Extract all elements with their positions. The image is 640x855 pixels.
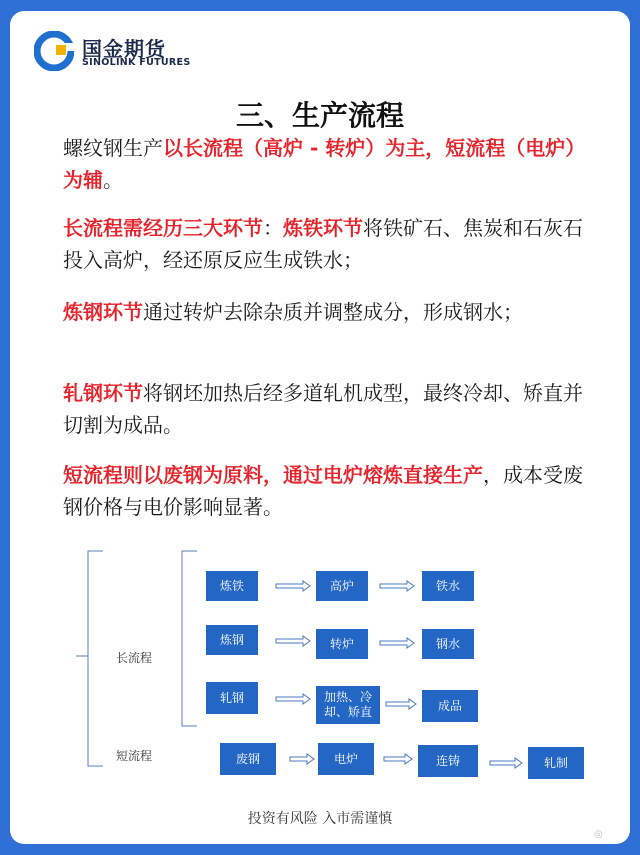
paragraph-rolling xyxy=(63,377,593,441)
long-process-bracket xyxy=(182,551,197,726)
box-heat-cool-straighten: 加热、冷却、矫直 xyxy=(316,686,380,724)
paragraph-text: 将铁矿石、焦炭和石灰石投入高炉，经还原反应生成铁水； xyxy=(63,216,583,272)
box-rolling-short: 轧制 xyxy=(528,747,584,779)
process-flow-diagram xyxy=(10,541,630,791)
box-rolling: 轧钢 xyxy=(206,682,258,714)
long-process-label: 长流程 xyxy=(116,651,153,665)
highlight-text: 以长流程（高炉 - 转炉）为主，短流程（电炉）为辅 xyxy=(63,136,586,192)
flow-arrow-icon xyxy=(290,754,314,764)
content-card xyxy=(10,11,630,844)
flow-arrow-icon xyxy=(490,758,522,768)
outer-bracket xyxy=(88,551,103,766)
paragraph-text: ： xyxy=(263,216,283,240)
paragraph-text: 将钢坯加热后经多道轧机成型，最终冷却、矫直并切割为成品。 xyxy=(63,381,583,437)
paragraph-text: 螺纹钢生产 xyxy=(63,136,163,160)
box-continuous-casting: 连铸 xyxy=(418,745,478,777)
paragraph-short-process xyxy=(63,459,593,523)
box-molten-iron: 铁水 xyxy=(422,571,474,601)
brand-name-en: SINOLINK FUTURES xyxy=(82,57,191,68)
highlight-text: 长流程需经历三大环节 xyxy=(63,216,263,240)
flow-arrow-icon xyxy=(276,694,310,704)
paragraph-long-process xyxy=(63,212,593,276)
flow-arrow-icon xyxy=(380,581,414,591)
flow-arrow-icon xyxy=(276,581,310,591)
flow-arrows xyxy=(276,581,522,768)
paragraph-text: 。 xyxy=(103,168,123,192)
flow-arrow-icon xyxy=(384,754,412,764)
brand-name-cn: 国金期货 xyxy=(82,37,166,61)
box-converter: 转炉 xyxy=(316,629,368,659)
flow-arrow-icon xyxy=(380,638,414,648)
paragraph-text: ，成本受废钢价格与电价影响显著。 xyxy=(63,463,583,519)
box-molten-steel: 钢水 xyxy=(422,629,474,659)
risk-disclaimer: 投资有风险 入市需谨慎 xyxy=(247,811,393,827)
short-process-label: 短流程 xyxy=(116,749,153,763)
box-electric-furnace: 电炉 xyxy=(318,743,374,775)
box-blast-furnace: 高炉 xyxy=(316,571,368,601)
page-title: 三、生产流程 xyxy=(235,99,404,132)
paragraph-intro xyxy=(63,132,593,196)
highlight-text: 短流程则以废钢为原料，通过电炉熔炼直接生产 xyxy=(63,463,483,487)
highlight-text: 炼钢环节 xyxy=(63,300,143,324)
flow-arrow-icon xyxy=(276,636,310,646)
highlight-text: 炼铁环节 xyxy=(283,216,363,240)
highlight-text: 轧钢环节 xyxy=(63,381,143,405)
sinolink-logo-icon xyxy=(34,31,74,71)
watermark-logo: ◎ xyxy=(594,829,603,840)
box-ironmaking: 炼铁 xyxy=(206,571,258,601)
box-scrap-steel: 废钢 xyxy=(220,743,276,775)
box-finished-product: 成品 xyxy=(422,690,478,722)
flow-arrow-icon xyxy=(386,699,416,709)
paragraph-text: 通过转炉去除杂质并调整成分，形成钢水； xyxy=(143,300,523,324)
paragraph-steelmaking xyxy=(63,296,593,328)
box-steelmaking: 炼钢 xyxy=(206,625,258,655)
